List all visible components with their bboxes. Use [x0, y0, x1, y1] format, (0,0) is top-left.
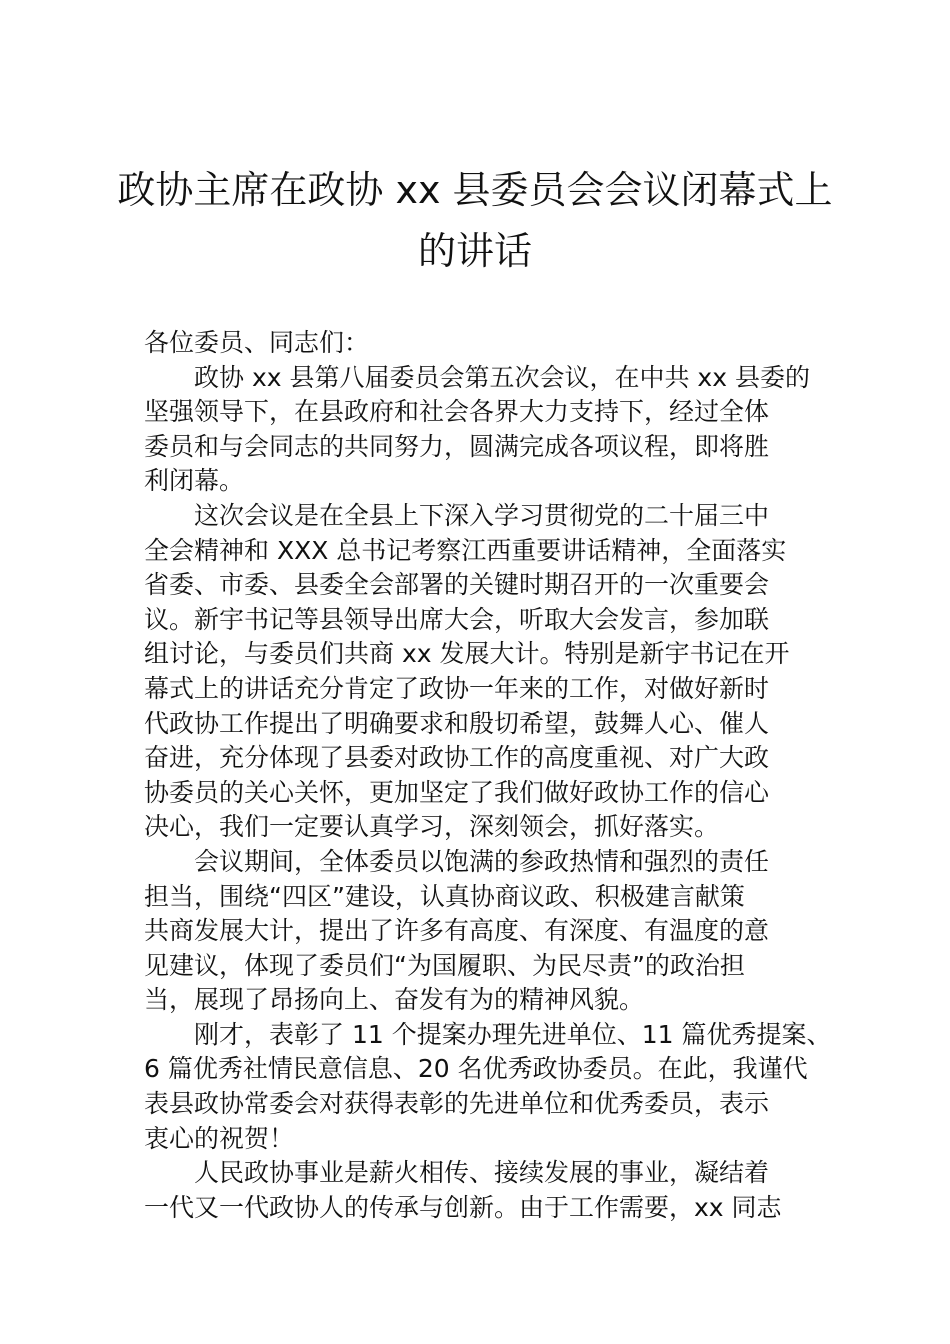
- body-line: 政协 xx 县第八届委员会第五次会议，在中共 xx 县委的: [194, 362, 810, 392]
- body-line: 这次会议是在全县上下深入学习贯彻党的二十届三中: [194, 500, 770, 530]
- body-line: 议。新宇书记等县领导出席大会，听取大会发言，参加联: [144, 604, 770, 634]
- body-line: 组讨论，与委员们共商 xx 发展大计。特别是新宇书记在开: [144, 639, 790, 669]
- body-line: 委员和与会同志的共同努力，圆满完成各项议程，即将胜: [144, 431, 770, 461]
- body-line: 全会精神和 XXX 总书记考察江西重要讲话精神，全面落实: [144, 535, 787, 565]
- body-line: 共商发展大计，提出了许多有高度、有深度、有温度的意: [144, 916, 770, 946]
- body-line: 刚才，表彰了 11 个提案办理先进单位、11 篇优秀提案、: [194, 1019, 832, 1049]
- document-title: [0, 160, 950, 282]
- body-line: 幕式上的讲话充分肯定了政协一年来的工作，对做好新时: [144, 673, 770, 703]
- body-line: 衷心的祝贺！: [144, 1123, 295, 1153]
- body-line: 担当，围绕“四区”建设，认真协商议政、积极建言献策: [144, 881, 745, 911]
- body-line: 一代又一代政协人的传承与创新。由于工作需要，xx 同志: [144, 1192, 782, 1222]
- body-line: 奋进，充分体现了县委对政协工作的高度重视、对广大政: [144, 743, 770, 773]
- body-line: 人民政协事业是薪火相传、接续发展的事业，凝结着: [194, 1158, 770, 1188]
- title-line: 的讲话: [417, 229, 532, 273]
- body-line: 见建议，体现了委员们“为国履职、为民尽责”的政治担: [144, 950, 745, 980]
- body-line: 协委员的关心关怀，更加坚定了我们做好政协工作的信心: [144, 777, 770, 807]
- title-line: 政协主席在政协 xx 县委员会会议闭幕式上: [117, 168, 833, 212]
- body-line: 当，展现了昂扬向上、奋发有为的精神风貌。: [144, 985, 645, 1015]
- body-line: 6 篇优秀社情民意信息、20 名优秀政协委员。在此，我谨代: [144, 1054, 808, 1084]
- body-line: 代政协工作提出了明确要求和殷切希望，鼓舞人心、催人: [144, 708, 770, 738]
- body-line: 省委、市委、县委全会部署的关键时期召开的一次重要会: [144, 570, 770, 600]
- body-line: 会议期间，全体委员以饱满的参政热情和强烈的责任: [194, 846, 770, 876]
- body-line: 利闭幕。: [144, 466, 245, 496]
- body-line: 决心，我们一定要认真学习，深刻领会，抓好落实。: [144, 812, 720, 842]
- body-line: 表县政协常委会对获得表彰的先进单位和优秀委员，表示: [144, 1089, 770, 1119]
- body-line: 坚强领导下，在县政府和社会各界大力支持下，经过全体: [144, 397, 770, 427]
- document-body: [144, 326, 832, 1225]
- salutation: 各位委员、同志们：: [144, 328, 370, 357]
